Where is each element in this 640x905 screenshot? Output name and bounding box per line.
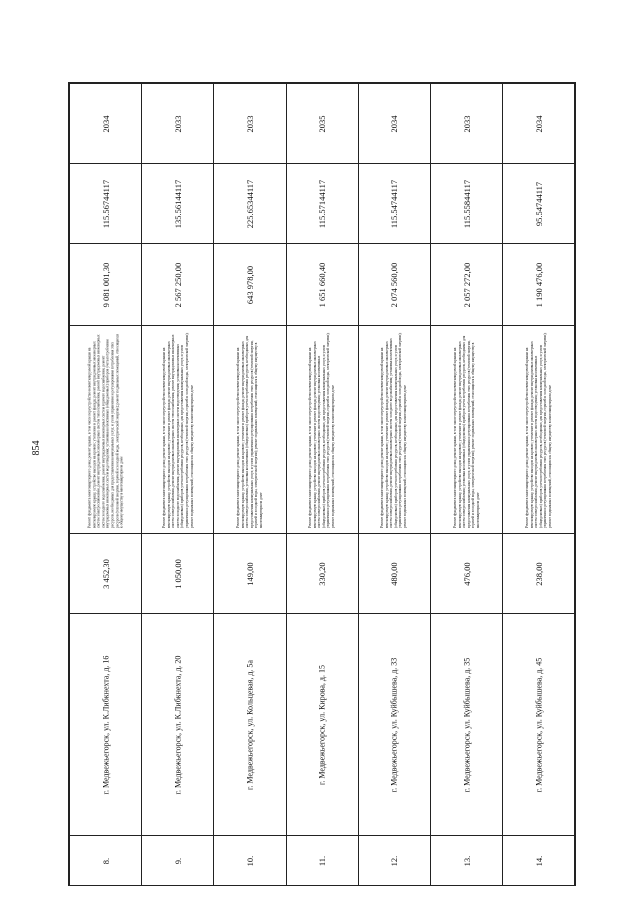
area-value: 1 050,00: [172, 558, 183, 589]
works-cell: [142, 326, 214, 534]
cost-cell: [142, 244, 214, 326]
works-cell: [286, 326, 358, 534]
area-value: 330,20: [317, 561, 328, 586]
year-value: 2033: [461, 115, 472, 132]
address-value: г. Медвежьегорск, ул. Кирова, д. 15: [317, 664, 327, 785]
cost-cell: [431, 244, 503, 326]
row-number-value: 9.: [172, 857, 183, 864]
code-cell: [70, 164, 142, 244]
cost-cell: [70, 244, 142, 326]
number-cell: [214, 836, 286, 886]
area-cell: [214, 534, 286, 614]
code-cell: [358, 164, 430, 244]
cost-value: 2 567 250,00: [172, 262, 183, 307]
works-text: Ремонт фундамента многоквартирного дома; ремонт крыши, в том числе переустройство невентилируемой крыши на вентилируемую крышу, устройство выходов на кровлю; утепление и ремонт фасада; ремонт внутридомовых инженерных систем электроснабжения, установка коллективных (общедомовых) приборов учета потребления ресурсов, необходимых для предоставления коммунальных услуг, и узлов управления и регулирования потребления этих ресурсов (тепловой энергии, горячей и холодной воды, электрической энергии); ремонт подвальных помещений, относящихся к общему имуществу в многоквартирном доме: [236, 335, 264, 528]
year-cell: [70, 84, 142, 164]
address-value: г. Медвежьегорск, ул. Кольцевая, д. 5а: [245, 659, 255, 790]
year-value: 2035: [317, 115, 328, 132]
code-cell: [503, 164, 575, 244]
address-cell: [503, 614, 575, 836]
address-value: г. Медвежьегорск, ул. К.Либкнехта, д. 20: [173, 655, 183, 794]
area-value: 149,00: [245, 561, 255, 586]
code-value: 135.56144117: [172, 179, 183, 228]
address-value: г. Медвежьегорск, ул. Куйбышева, д. 35: [462, 657, 472, 792]
cost-cell: [358, 244, 430, 326]
cost-cell: [503, 244, 575, 326]
area-cell: [503, 534, 575, 614]
works-text: Ремонт фундамента многоквартирного дома; ремонт крыши, в том числе переустройство невентилируемой крыши на вентилируемую крышу, устройство выходов на кровлю; утепление и ремонт фасада; ремонт внутридомовых инженерных систем электроснабжения, ремонт внутридомовых инженерных систем водоотведения; установка коллективных (общедомовых) приборов учета потребления ресурсов, необходимых для предоставления коммунальных услуг, и узлов управления и регулирования потребления этих ресурсов (тепловой энергии, горячей и холодной воды, электрической энергии); ремонт подвальных помещений, относящихся к общему имуществу в многоквартирном доме: [524, 332, 552, 528]
cost-value: 9 081 001,30: [100, 262, 111, 307]
area-cell: [286, 534, 358, 614]
code-value: 95.54744117: [533, 181, 544, 226]
works-cell: [358, 326, 430, 534]
year-cell: [431, 84, 503, 164]
works-cell: [503, 326, 575, 534]
row-number: [70, 836, 575, 886]
row-number-value: 11.: [317, 855, 328, 866]
works-text: Ремонт фундамента многоквартирного дома; ремонт крыши, в том числе переустройство невентилируемой крыши на вентилируемую крышу, устройство выходов на кровлю; утепление и ремонт фасада; ремонт внутридомовых инженерных систем электроснабжения, ремонт внутридомовых инженерных систем теплоснабжения, ремонт внутридомовых инженерных систем холодного водоснабжения, ремонт внутридомовых инженерных систем водоотведения; установка коллективных (общедомовых) приборов учета потребления ресурсов, необходимых для предоставления коммунальных услуг, и узлов управления и регулирования потребления этих ресурсов (тепловой энергии, горячей и холодной воды, электрической энергии); ремонт подвальных помещений, относящихся к общему имуществу в многоквартирном доме: [161, 332, 194, 528]
area-value: 3 452,30: [100, 558, 111, 589]
year-cell: [358, 84, 430, 164]
address-cell: [358, 614, 430, 836]
year-cell: [286, 84, 358, 164]
page-number: 854: [31, 440, 42, 456]
code-value: 115.56744117: [100, 179, 111, 228]
number-cell: [70, 836, 142, 886]
year-value: 2033: [245, 115, 255, 132]
works-cell: [431, 326, 503, 534]
cost-value: 1 190 476,00: [533, 262, 544, 307]
area-cell: [358, 534, 430, 614]
year-cell: [142, 84, 214, 164]
address-cell: [214, 614, 286, 836]
works-cell: [214, 326, 286, 534]
works-text: Ремонт фундамента многоквартирного дома; ремонт крыши, в том числе переустройство невентилируемой крыши на вентилируемую крышу, устройство выходов на кровлю; утепление и ремонт фасада; ремонт внутридомовых инженерных систем электроснабжения, ремонт внутридомовых инженерных систем водоотведения; установка коллективных (общедомовых) приборов учета потребления ресурсов, необходимых для предоставления коммунальных услуг, и узлов управления и регулирования потребления этих ресурсов (тепловой энергии, горячей и холодной воды, электрической энергии); ремонт подвальных помещений, относящихся к общему имуществу в многоквартирном доме: [308, 332, 336, 528]
row-works: [70, 326, 575, 534]
number-cell: [142, 836, 214, 886]
area-value: 480,00: [389, 561, 400, 586]
code-cell: [142, 164, 214, 244]
row-area: [70, 534, 575, 614]
area-cell: [70, 534, 142, 614]
works-text: Ремонт фундамента многоквартирного дома; ремонт крыши, в том числе переустройство невентилируемой крыши на вентилируемую крышу, устройство выходов на кровлю; утепление и ремонт фасада; ремонт внутридомовых инженерных систем электроснабжения, ремонт внутридомовых инженерных систем холодного водоснабжения; установка коллективных (общедомовых) приборов учета потребления ресурсов, необходимых для предоставления коммунальных услуг, и узлов управления и регулирования потребления этих ресурсов (тепловой энергии, горячей и холодной воды, электрической энергии); ремонт подвальных помещений, относящихся к общему имуществу в многоквартирном доме: [380, 332, 408, 528]
cost-value: 2 074 560,00: [389, 262, 400, 307]
row-number-value: 10.: [245, 855, 255, 866]
address-cell: [142, 614, 214, 836]
address-cell: [431, 614, 503, 836]
works-text: Ремонт фундамента многоквартирного дома; ремонт крыши, в том числе переустройство невентилируемой крыши на вентилируемую крышу, устройство выходов на кровлю; утепление и ремонт фасада; ремонт внутридомовых инженерных систем электроснабжения, ремонт внутридомовых инженерных систем теплоснабжения, ремонт внутридомовых инженерных систем холодного водоснабжения, ремонт внутридомовых инженерных систем горячего водоснабжения, ремонт внутридомовых инженерных систем водоотведения; установка коллективных (общедомовых) приборов учета потребления ресурсов, необходимых для предоставления коммунальных услуг, и узлов управления и регулирования потребления этих ресурсов (тепловой энергии, горячей и холодной воды, электрической энергии); ремонт подвальных помещений, относящихся к общему имуществу в многоквартирном доме: [87, 333, 124, 528]
year-value: 2033: [172, 115, 183, 132]
number-cell: [503, 836, 575, 886]
number-cell: [358, 836, 430, 886]
works-table: [68, 82, 576, 886]
code-value: 115.57144117: [317, 179, 328, 228]
address-cell: [70, 614, 142, 836]
number-cell: [286, 836, 358, 886]
row-number-value: 12.: [389, 855, 400, 866]
year-value: 2034: [533, 115, 544, 132]
cost-value: 2 057 272,00: [461, 262, 472, 307]
year-value: 2034: [389, 115, 400, 132]
cost-value: 643 978,00: [245, 265, 255, 304]
row-address: [70, 614, 575, 836]
cost-value: 1 651 660,40: [317, 262, 328, 307]
address-cell: [286, 614, 358, 836]
area-cell: [431, 534, 503, 614]
row-year: [70, 84, 575, 164]
cost-cell: [214, 244, 286, 326]
code-cell: [214, 164, 286, 244]
row-cost: [70, 244, 575, 326]
area-value: 238,00: [533, 561, 544, 586]
row-number-value: 8.: [100, 857, 111, 864]
address-value: г. Медвежьегорск, ул. Куйбышева, д. 33: [389, 657, 399, 792]
code-value: 115.54744117: [389, 179, 400, 228]
code-cell: [431, 164, 503, 244]
year-cell: [214, 84, 286, 164]
number-cell: [431, 836, 503, 886]
address-value: г. Медвежьегорск, ул. Куйбышева, д. 45: [534, 657, 544, 792]
area-value: 476,00: [461, 561, 472, 586]
year-cell: [503, 84, 575, 164]
row-number-value: 14.: [533, 855, 544, 866]
code-value: 225.65344117: [245, 179, 255, 228]
code-value: 115.55844117: [461, 179, 472, 228]
code-cell: [286, 164, 358, 244]
cost-cell: [286, 244, 358, 326]
area-cell: [142, 534, 214, 614]
row-code: [70, 164, 575, 244]
address-value: г. Медвежьегорск, ул. К.Либкнехта, д. 16: [101, 655, 111, 794]
works-cell: [70, 326, 142, 534]
row-number-value: 13.: [461, 855, 472, 866]
works-text: Ремонт фундамента многоквартирного дома; ремонт крыши, в том числе переустройство невентилируемой крыши на вентилируемую крышу, устройство выходов на кровлю; утепление и ремонт фасада; ремонт внутридомовых инженерных систем электроснабжения; установка коллективных (общедомовых) приборов учета потребления ресурсов, необходимых для предоставления коммунальных услуг, и узлов управления и регулирования потребления этих ресурсов (тепловой энергии, горячей и холодной воды, электрической энергии); ремонт подвальных помещений, относящихся к общему имуществу в многоквартирном доме: [452, 335, 480, 528]
year-value: 2034: [100, 115, 111, 132]
